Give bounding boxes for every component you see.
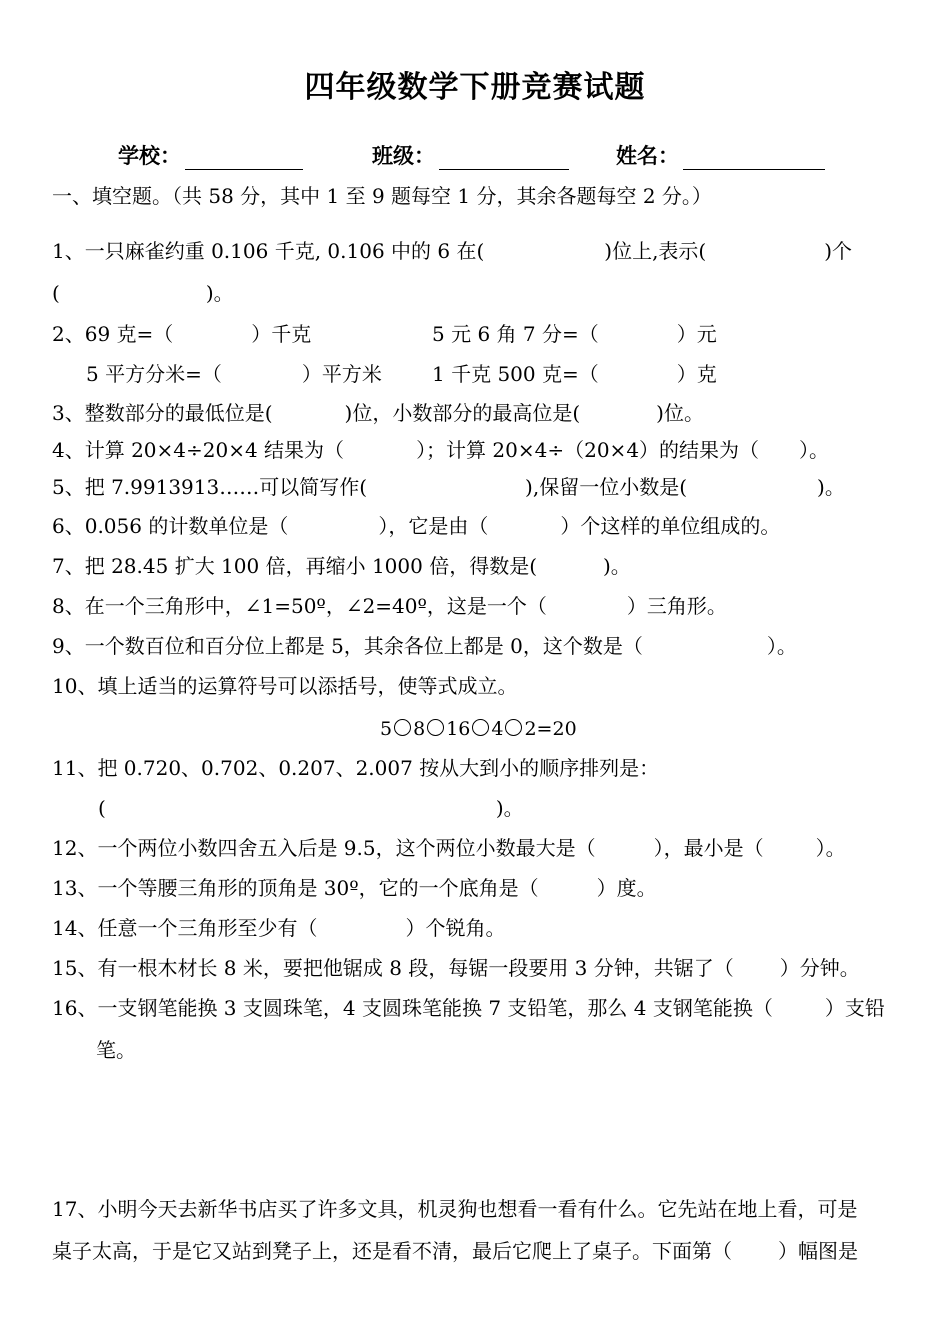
question-17-line-2: 桌子太高，于是它又站到凳子上，还是看不清，最后它爬上了桌子。下面第（ ）幅图是 (52, 1239, 858, 1263)
question-16: 16、一支钢笔能换 3 支圆珠笔，4 支圆珠笔能换 7 支铅笔，那么 4 支钢笔能换（ ）支铅 (52, 996, 885, 1020)
question-2-b: 5 元 6 角 7 分=（ ）元 (432, 322, 717, 346)
question-11-answer: ( )。 (98, 796, 524, 820)
question-1-line-2: ( )。 (52, 281, 234, 305)
question-10: 10、填上适当的运算符号可以添括号，使等式成立。 (52, 674, 518, 698)
page-title: 四年级数学下册竞赛试题 (304, 70, 646, 105)
question-12: 12、一个两位小数四舍五入后是 9.5，这个两位小数最大是（ ），最小是（ ）。 (52, 836, 846, 860)
section-heading: 一、填空题。（共 58 分，其中 1 至 9 题每空 1 分，其余各题每空 2 分。） (52, 184, 712, 208)
question-10-equation: 5 8 16 4 2=20 (380, 718, 577, 740)
name-blank[interactable] (683, 147, 825, 170)
operator-circle-3[interactable] (472, 719, 489, 736)
class-blank[interactable] (439, 147, 569, 170)
question-1-line-1: 1、一只麻雀约重 0.106 千克, 0.106 中的 6 在( )位上,表示( )个 (52, 239, 853, 263)
question-9: 9、一个数百位和百分位上都是 5，其余各位上都是 0，这个数是（ ）。 (52, 634, 797, 658)
school-blank[interactable] (185, 147, 303, 170)
operator-circle-1[interactable] (394, 719, 411, 736)
question-17-line-1: 17、小明今天去新华书店买了许多文具，机灵狗也想看一看有什么。它先站在地上看，可是 (52, 1197, 858, 1221)
name-label: 姓名： (616, 143, 679, 168)
question-5: 5、把 7.9913913……可以简写作( ),保留一位小数是( )。 (52, 475, 845, 499)
question-15: 15、有一根木材长 8 米，要把他锯成 8 段，每锯一段要用 3 分钟，共锯了（ ）分钟。 (52, 956, 860, 980)
operator-circle-4[interactable] (505, 719, 522, 736)
question-13: 13、一个等腰三角形的顶角是 30º，它的一个底角是（ ）度。 (52, 876, 657, 900)
question-16-line-2: 笔。 (96, 1038, 136, 1062)
school-field[interactable] (118, 140, 303, 170)
name-field[interactable] (616, 140, 825, 170)
question-7: 7、把 28.45 扩大 100 倍，再缩小 1000 倍，得数是( )。 (52, 554, 631, 578)
question-4: 4、计算 20×4÷20×4 结果为（ ）；计算 20×4÷（20×4）的结果为（ ）。 (52, 438, 830, 462)
question-14: 14、任意一个三角形至少有（ ）个锐角。 (52, 916, 506, 940)
question-2-c: 5 平方分米=（ ）平方米 (86, 362, 382, 386)
class-label: 班级： (372, 143, 435, 168)
question-8: 8、在一个三角形中，∠1=50º，∠2=40º，这是一个（ ）三角形。 (52, 594, 727, 618)
operator-circle-2[interactable] (427, 719, 444, 736)
question-2-d: 1 千克 500 克=（ ）克 (432, 362, 717, 386)
class-field[interactable] (372, 140, 569, 170)
question-11: 11、把 0.720、0.702、0.207、2.007 按从大到小的顺序排列是： (52, 756, 660, 780)
school-label: 学校： (118, 143, 181, 168)
question-6: 6、0.056 的计数单位是（ ），它是由（ ）个这样的单位组成的。 (52, 514, 781, 538)
question-3: 3、整数部分的最低位是( )位，小数部分的最高位是( )位。 (52, 401, 704, 425)
student-info-row (118, 140, 878, 170)
question-2-a: 2、69 克=（ ）千克 (52, 322, 312, 346)
